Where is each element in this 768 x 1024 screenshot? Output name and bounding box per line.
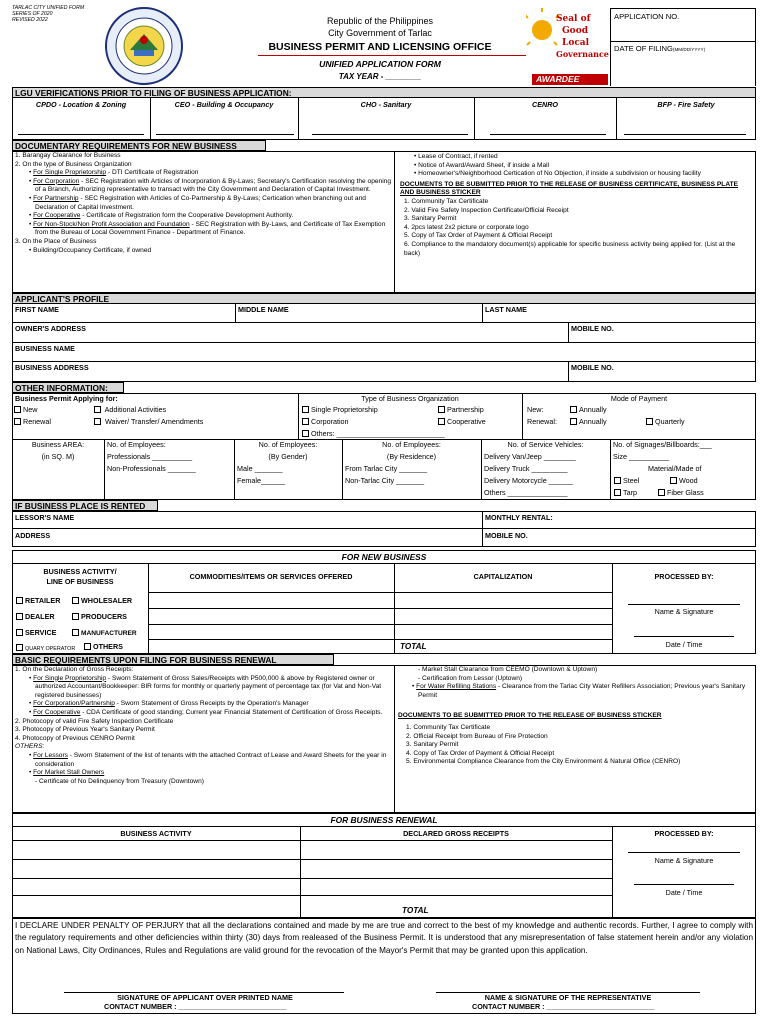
employees-residence-title: No. of Employees: <box>382 440 441 449</box>
applicant-row-line-2 <box>12 342 756 343</box>
lessor-name-field[interactable]: LESSOR'S NAME <box>15 513 75 522</box>
requirement-heading: For Single Proprietorship <box>33 169 107 177</box>
fiber-glass-label: Fiber Glass <box>667 488 704 497</box>
new-annually-checkbox[interactable] <box>570 406 607 415</box>
fiber-glass-checkbox[interactable] <box>658 489 704 498</box>
employees-gender-title: No. of Employees: <box>258 440 318 449</box>
corporation-label: Corporation <box>311 417 349 426</box>
br-processed-date-line[interactable] <box>634 884 734 885</box>
br-processed-by-title: PROCESSED BY: <box>654 829 714 838</box>
non-tarlac-field[interactable]: Non-Tarlac City _______ <box>345 476 425 485</box>
representative-contact-field[interactable]: CONTACT NUMBER : ___________________________ <box>472 1002 655 1011</box>
br-header-line <box>12 840 612 841</box>
checkbox-icon <box>302 418 309 425</box>
checkbox-icon <box>614 477 621 484</box>
nb-processed-date-line[interactable] <box>634 636 734 637</box>
new-label: New <box>23 405 38 414</box>
seal-text-5: AWARDEE <box>536 74 580 84</box>
mop-new-label: New: <box>527 405 544 414</box>
wholesaler-label: WHOLESALER <box>81 596 133 605</box>
lgu-cpdo-signature-line[interactable] <box>18 134 144 135</box>
others-activity-checkbox[interactable] <box>84 643 123 652</box>
form-series-line-1: TARLAC CITY UNIFIED FORM <box>12 5 85 11</box>
manufacturer-checkbox[interactable] <box>72 629 137 638</box>
bullet-icon: • <box>29 177 34 185</box>
requirement-detail: - DTI Certificate of Registration <box>106 169 199 177</box>
rented-col <box>482 511 483 547</box>
requirement-item: 4. Photocopy of Previous CENRO Permit <box>15 734 135 742</box>
bullet-icon: • <box>29 700 34 708</box>
doc-requirements-divider <box>394 151 395 293</box>
lessor-address-field[interactable]: ADDRESS <box>15 531 51 540</box>
requirement-item: 1. On the Declaration of Gross Receipts: <box>15 666 134 673</box>
br-business-activity-title: BUSINESS ACTIVITY <box>120 829 192 838</box>
requirement-item: OTHERS: <box>15 743 45 751</box>
requirement-heading: For Corporation/Partnership <box>33 700 115 708</box>
bullet-icon: • <box>29 751 34 759</box>
requirement-item: 2. Official Receipt from Bureau of Fire Protection <box>406 732 548 740</box>
requirement-heading: For Lessors <box>33 751 68 759</box>
lgu-cenro-signature-line[interactable] <box>490 134 606 135</box>
quary-operator-label: QUARY OPERATOR <box>25 646 76 652</box>
checkbox-icon <box>670 477 677 484</box>
checkbox-icon <box>646 418 653 425</box>
bullet-icon: • <box>412 683 417 691</box>
br-row-line-2 <box>12 878 612 879</box>
br-row-line-3 <box>12 895 612 896</box>
additional-label: Additional Activities <box>104 405 167 414</box>
checkbox-icon <box>438 418 445 425</box>
checkbox-icon <box>14 406 21 413</box>
requirement-detail: - Sworn Statement of Gross Sales/Receipts with P500,000 & above by Registered owner or authorized Accountant/Bookkeeper: BIR forms for monthly or quarterly payment of percentage tax (for Vat and Non-Vat registered businesses) <box>35 674 382 699</box>
wood-checkbox[interactable] <box>670 477 698 486</box>
tarp-label: Tarp <box>623 488 637 497</box>
wholesaler-checkbox[interactable] <box>72 597 132 606</box>
renewal-requirements-left-list <box>15 666 391 786</box>
quarterly-label: Quarterly <box>655 417 685 426</box>
waiver-label: Waiver/ Transfer/ Amendments <box>105 417 204 426</box>
delivery-truck-field[interactable]: Delivery Truck _________ <box>484 464 568 473</box>
business-renewal-total-label: TOTAL <box>402 906 429 915</box>
dealer-checkbox[interactable] <box>16 613 55 622</box>
bullet-icon: • <box>29 194 34 202</box>
checkbox-icon <box>16 597 23 604</box>
br-date-time-label: Date / Time <box>665 888 703 897</box>
single-proprietorship-checkbox[interactable] <box>302 406 378 415</box>
requirement-heading: For Water Refilling Stations <box>416 683 497 691</box>
requirement-item: 2. On the type of Business Organization <box>15 160 132 168</box>
first-name-field[interactable]: FIRST NAME <box>15 305 59 314</box>
checkbox-icon <box>658 489 665 496</box>
bullet-icon: • <box>29 674 34 682</box>
nb-row-line-2 <box>148 624 612 625</box>
office-title: BUSINESS PERMIT AND LICENSING OFFICE <box>268 41 492 53</box>
requirement-detail: - SEC Registration with By-Laws, and Certificate of Tax Exemption from the Bureau of Local Government Finance - Department of Finance. <box>35 220 386 237</box>
partnership-checkbox[interactable] <box>438 406 484 415</box>
requirement-item <box>15 178 391 195</box>
checkbox-icon <box>16 644 23 651</box>
lgu-cho-label: CHO - Sanitary <box>360 100 412 109</box>
cooperative-label: Cooperative <box>447 417 486 426</box>
seal-text-2: Good <box>562 26 588 36</box>
bullet-icon: • <box>29 212 34 220</box>
applicant-row-line-3 <box>12 361 756 362</box>
steel-label: Steel <box>623 476 640 485</box>
lgu-cho-signature-line[interactable] <box>312 134 468 135</box>
tarp-checkbox[interactable] <box>614 489 637 498</box>
requirement-item <box>15 752 391 769</box>
checkbox-icon <box>94 406 101 413</box>
requirement-detail: - SEC Registration with Articles of Co-Partnership & By-Laws; Certication when branching out and Declaration of Capital Investment. <box>35 194 366 211</box>
owner-mobile-field[interactable]: MOBILE NO. <box>571 324 614 333</box>
nb-name-signature-label: Name & Signature <box>654 607 714 616</box>
vehicles-others-field[interactable]: Others _______________ <box>484 488 568 497</box>
manufacturer-label: MANUFACTURER <box>81 630 137 637</box>
requirement-item: - Certification from Lessor (Uptown) <box>418 674 523 682</box>
new-business-header: FOR NEW BUSINESS <box>12 550 756 564</box>
requirement-item: • Homeowner's/Neighborhood Certication of No Objection, if inside a subdivision or housing facility <box>414 170 701 178</box>
renewal-checkbox[interactable] <box>14 418 51 427</box>
requirement-detail: - SEC Registration with Articles of Incorporation & By-Laws; Secretary's Certification resolving the opening of a Branch, Authorizing representative to transact with the City Government and Declaration of Capital Investment. <box>35 177 391 194</box>
requirement-item: 3. Photocopy of Previous Year's Sanitary Permit <box>15 726 155 734</box>
rented-box <box>12 511 756 547</box>
requirement-heading: For Single Proprietorship <box>33 674 107 682</box>
republic-label: Republic of the Philippines <box>326 16 434 26</box>
requirement-heading: For Partnership <box>33 194 79 202</box>
requirement-item <box>15 769 391 778</box>
requirement-item: - Certificate of No Delinquency from Treasury (Downtown) <box>35 777 204 785</box>
requirement-item: 3. Sanitary Permit <box>404 215 457 223</box>
delivery-motorcycle-field[interactable]: Delivery Motorcycle ______ <box>484 476 573 485</box>
nb-row-line-3 <box>148 639 612 640</box>
dealer-label: DEALER <box>25 612 55 621</box>
wood-label: Wood <box>679 476 698 485</box>
nb-row-line-1 <box>148 608 612 609</box>
declaration-text: I DECLARE UNDER PENALTY OF PERJURY that all the declarations contained and made by me are true and correct to the best of my knowledge and authentic records. Further, I agree to comply with the regulatory requirements and other deficiencies within thirty (30) days from realeased of the Business Permit. It is understood that any misrepresentation of false statement herein and/or any violation on National Laws, City Ordinances, Rules and Regulations are valid ground for the revocation of the Mayor's Permit that may be granted upon this application. <box>15 921 753 955</box>
corporation-checkbox[interactable] <box>302 418 349 427</box>
applicant-col-4 <box>568 361 569 382</box>
business-area-unit: (in SQ. M) <box>41 452 75 461</box>
requirement-item: - Market Stall Clearance from CEEMO (Downtown & Uptown) <box>418 666 598 673</box>
renewal-requirements-header: BASIC REQUIREMENTS UPON FILING FOR BUSINESS RENEWAL <box>12 654 334 665</box>
requirement-item: • Building/Occupancy Certificate, if owned <box>29 246 152 254</box>
lgu-verifications-header: LGU VERIFICATIONS PRIOR TO FILING OF BUSINESS APPLICATION: <box>12 87 756 98</box>
br-row-line-1 <box>12 859 612 860</box>
requirement-item: 1. Community Tax Certificate <box>406 723 491 731</box>
requirement-heading: For Cooperative <box>33 212 81 220</box>
lessor-mobile-field[interactable]: MOBILE NO. <box>485 531 528 540</box>
doc-requirements-header: DOCUMENTARY REQUIREMENTS FOR NEW BUSINESS <box>12 140 266 151</box>
doc-requirements-left-list <box>15 152 391 255</box>
checkbox-icon <box>16 629 23 636</box>
applicant-col-3 <box>568 322 569 342</box>
requirement-heading: For Corporation <box>33 177 80 185</box>
date-of-filing-text: DATE OF FILING <box>614 44 673 53</box>
delivery-van-field[interactable]: Delivery Van/Jeep ________ <box>484 452 576 461</box>
checkbox-icon <box>302 430 309 437</box>
requirement-item: 2. Photocopy of valid Fire Safety Inspection Certificate <box>15 717 174 725</box>
checkbox-icon <box>614 489 621 496</box>
requirement-detail: - Sworn Statement of Gross Receipts by the Operation's Manager <box>114 700 309 708</box>
requirement-heading: For Market Stall Owners <box>33 769 105 777</box>
seal-text-4: Governance <box>556 49 609 59</box>
cooperative-checkbox[interactable] <box>438 418 486 427</box>
checkbox-icon <box>72 629 79 636</box>
renewal-quarterly-checkbox[interactable] <box>646 418 685 427</box>
others-activity-label: OTHERS <box>93 642 123 651</box>
date-of-filing-label <box>614 44 705 53</box>
checkbox-icon <box>570 418 577 425</box>
br-col-2 <box>612 827 613 918</box>
release-certificate-title: DOCUMENTS TO BE SUBMITTED PRIOR TO THE RELEASE OF BUSINESS CERTIFICATE, BUSINESS PLATE AND BUSINESS STICKER <box>400 180 739 197</box>
producers-label: PRODUCERS <box>81 612 127 621</box>
others-org-label: Others: ___________________________ <box>311 429 445 438</box>
requirement-item <box>15 169 391 178</box>
applicant-col-2 <box>482 304 483 322</box>
requirement-item: 6. Compliance to the mandatory document(s) applicable for specific business activity being applied for. (List at the back) <box>404 240 736 257</box>
steel-checkbox[interactable] <box>614 477 639 486</box>
date-format-hint: (MM/DD/YYYY) <box>672 47 706 52</box>
service-label: SERVICE <box>25 628 57 637</box>
emp-col-1 <box>104 439 105 500</box>
requirement-item: 3. On the Place of Business <box>15 237 97 245</box>
business-name-field[interactable]: BUSINESS NAME <box>15 344 75 353</box>
bullet-icon: • <box>29 708 34 716</box>
rented-header: IF BUSINESS PLACE IS RENTED <box>12 500 158 511</box>
applicant-profile-box <box>12 304 756 382</box>
business-area-label: Business AREA: <box>31 440 85 449</box>
annually-label: Annually <box>579 417 607 426</box>
nb-date-time-label: Date / Time <box>665 640 703 649</box>
producers-checkbox[interactable] <box>72 613 127 622</box>
br-gross-receipts-title: DECLARED GROSS RECEIPTS <box>403 829 509 838</box>
city-label: City Government of Tarlac <box>328 28 432 38</box>
requirement-item: 1. Community Tax Certificate <box>404 197 489 205</box>
lgu-cpdo-label: CPDO - Location & Zoning <box>35 100 127 109</box>
others-org-checkbox[interactable] <box>302 430 445 439</box>
capitalization-title: CAPITALIZATION <box>473 572 533 581</box>
requirement-detail: - Clearance from the Tarlac City Water Refillers Association; Previous year's Sanitary Permit <box>418 683 746 699</box>
monthly-rental-field[interactable]: MONTHLY RENTAL: <box>485 513 553 522</box>
tarlac-city-seal-logo <box>104 6 184 86</box>
business-renewal-header: FOR BUSINESS RENEWAL <box>12 813 756 827</box>
requirement-item: 3. Sanitary Permit <box>406 741 459 749</box>
app-box-divider <box>610 41 756 42</box>
renewal-annually-checkbox[interactable] <box>570 418 607 427</box>
br-processed-signature-line[interactable] <box>628 852 740 853</box>
bullet-icon: • <box>29 220 34 228</box>
partnership-label: Partnership <box>447 405 484 414</box>
professionals-field[interactable]: Professionals __________ <box>107 452 193 461</box>
material-label: Material/Made of <box>648 464 702 473</box>
quary-operator-checkbox[interactable] <box>16 644 75 652</box>
checkbox-icon <box>72 613 79 620</box>
business-mobile-field[interactable]: MOBILE NO. <box>571 363 614 372</box>
lgu-bfp-signature-line[interactable] <box>624 134 746 135</box>
renewal-requirements-divider <box>394 665 395 813</box>
male-field[interactable]: Male _______ <box>237 464 283 473</box>
signages-field[interactable]: No. of Signages/Billboards:___ <box>613 440 712 449</box>
employees-gender-sub: (By Gender) <box>268 452 308 461</box>
requirement-item <box>398 683 752 700</box>
applicant-signature-label: SIGNATURE OF APPLICANT OVER PRINTED NAME <box>117 993 293 1002</box>
emp-col-5 <box>610 439 611 500</box>
representative-signature-label: NAME & SIGNATURE OF THE REPRESENTATIVE <box>484 993 652 1002</box>
additional-activities-checkbox[interactable] <box>94 406 166 415</box>
applying-for-label: Business Permit Applying for: <box>15 394 118 403</box>
requirement-detail: - CDA Certificate of good standing; Current year Financial Statement of Certification of Gross Receipts. <box>80 708 383 716</box>
checkbox-icon <box>94 418 101 425</box>
requirement-detail: - Certificate of Registration form the Cooperative Development Authority. <box>80 212 294 220</box>
application-no-label: APPLICATION NO. <box>614 12 680 21</box>
seal-text-1: Seal of <box>556 14 591 24</box>
lgu-bfp-label: BFP - Fire Safety <box>657 100 715 109</box>
requirement-item: 4. Copy of Tax Order of Payment & Official Receipt <box>406 749 555 757</box>
annually-label: Annually <box>579 405 607 414</box>
br-name-signature-label: Name & Signature <box>654 856 714 865</box>
processed-by-title: PROCESSED BY: <box>654 572 714 581</box>
employees-title: No. of Employees: <box>107 440 166 449</box>
title-underline <box>258 55 526 56</box>
doc-requirements-right-list <box>400 153 752 258</box>
nb-header-line <box>148 592 612 593</box>
requirement-item <box>15 709 391 718</box>
female-field[interactable]: Female______ <box>237 476 285 485</box>
checkbox-icon <box>72 597 79 604</box>
bullet-icon: • <box>29 169 34 177</box>
requirement-item <box>15 221 391 238</box>
checkbox-icon <box>14 418 21 425</box>
requirement-item: 5. Environmental Compliance Clearance from the City Environment & Natural Office (CENRO) <box>406 758 681 766</box>
lgu-ceo-signature-line[interactable] <box>156 134 294 135</box>
applicant-contact-field[interactable]: CONTACT NUMBER : ___________________________ <box>104 1002 287 1011</box>
form-title: UNIFIED APPLICATION FORM <box>319 59 441 69</box>
renewal-label: Renewal <box>23 417 51 426</box>
rented-row-line <box>12 528 756 529</box>
requirement-item <box>15 212 391 221</box>
bullet-icon: • <box>29 769 34 777</box>
requirement-item: • Notice of Award/Award Sheet, if inside a Mall <box>414 161 550 169</box>
form-series-line-3: REVISED 2022 <box>12 17 48 23</box>
org-type-title: Type of Business Organization <box>361 394 459 403</box>
new-business-total-label: TOTAL <box>400 642 427 651</box>
retailer-checkbox[interactable] <box>16 597 60 606</box>
waiver-checkbox[interactable] <box>94 418 203 427</box>
commodities-title: COMMODITIES/ITEMS OR SERVICES OFFERED <box>189 572 353 581</box>
business-activity-title-2: LINE OF BUSINESS <box>46 577 114 586</box>
single-label: Single Proprietorship <box>311 405 378 414</box>
requirement-heading: For Cooperative <box>33 708 81 716</box>
retailer-label: RETAILER <box>25 596 61 605</box>
lgu-ceo-label: CEO - Building & Occupancy <box>174 100 274 109</box>
requirement-item: 1. Barangay Clearance for Business <box>15 152 121 159</box>
applicant-profile-header: APPLICANT'S PROFILE <box>12 293 756 304</box>
renewal-requirements-right-list <box>398 666 752 767</box>
checkbox-icon <box>570 406 577 413</box>
form-series-line-2: SERIES OF 2020 <box>12 11 53 17</box>
checkbox-icon <box>16 613 23 620</box>
requirement-item <box>15 675 391 701</box>
new-checkbox[interactable] <box>14 406 37 415</box>
applicant-col-1 <box>235 304 236 322</box>
requirement-item: 2. Valid Fire Safety Inspection Certificate/Official Receipt <box>404 206 569 214</box>
service-vehicles-title: No. of Service Vehicles: <box>507 440 584 449</box>
checkbox-icon <box>84 643 91 650</box>
requirement-heading: For Non-Stock/Non Profit Association and Foundation <box>33 220 190 228</box>
mop-renewal-label: Renewal: <box>527 417 557 426</box>
from-tarlac-field[interactable]: From Tarlac City _______ <box>345 464 428 473</box>
last-name-field[interactable]: LAST NAME <box>485 305 527 314</box>
service-checkbox[interactable] <box>16 629 56 638</box>
business-address-field[interactable]: BUSINESS ADDRESS <box>15 363 89 372</box>
nb-processed-signature-line[interactable] <box>628 604 740 605</box>
employees-residence-sub: (By Residence) <box>386 452 437 461</box>
lgu-cenro-label: CENRO <box>532 100 558 109</box>
owners-address-field[interactable]: OWNER'S ADDRESS <box>15 324 86 333</box>
middle-name-field[interactable]: MIDDLE NAME <box>238 305 289 314</box>
requirement-item: 4. 2pcs latest 2x2 picture or corporate logo <box>404 223 529 231</box>
seal-of-good-governance-badge <box>526 8 610 86</box>
signage-size-field[interactable]: Size __________ <box>613 452 669 461</box>
requirement-item: • Lease of Contract, if rented <box>414 153 498 160</box>
release-sticker-title: DOCUMENTS TO BE SUBMITTED PRIOR TO THE RELEASE OF BUSINESS STICKER <box>398 712 662 720</box>
requirement-item <box>15 195 391 212</box>
checkbox-icon <box>438 406 445 413</box>
other-information-header: OTHER INFORMATION: <box>12 382 124 393</box>
requirement-detail: - Sworn Statement of the list of tenants with the attached Contract of Lease and Award Sheets for the year in consideration <box>35 751 387 768</box>
mode-of-payment-title: Mode of Payment <box>610 394 668 403</box>
non-professionals-field[interactable]: Non-Professionals _______ <box>107 464 196 473</box>
applicant-row-line-1 <box>12 322 756 323</box>
business-activity-title-1: BUSINESS ACTIVITY/ <box>43 567 117 576</box>
checkbox-icon <box>302 406 309 413</box>
tax-year-field[interactable]: TAX YEAR - ________ <box>338 72 422 81</box>
requirement-item: 5. Copy of Tax Order of Payment & Official Receipt <box>404 232 553 240</box>
seal-text-3: Local <box>562 38 590 48</box>
requirement-item <box>15 700 391 709</box>
